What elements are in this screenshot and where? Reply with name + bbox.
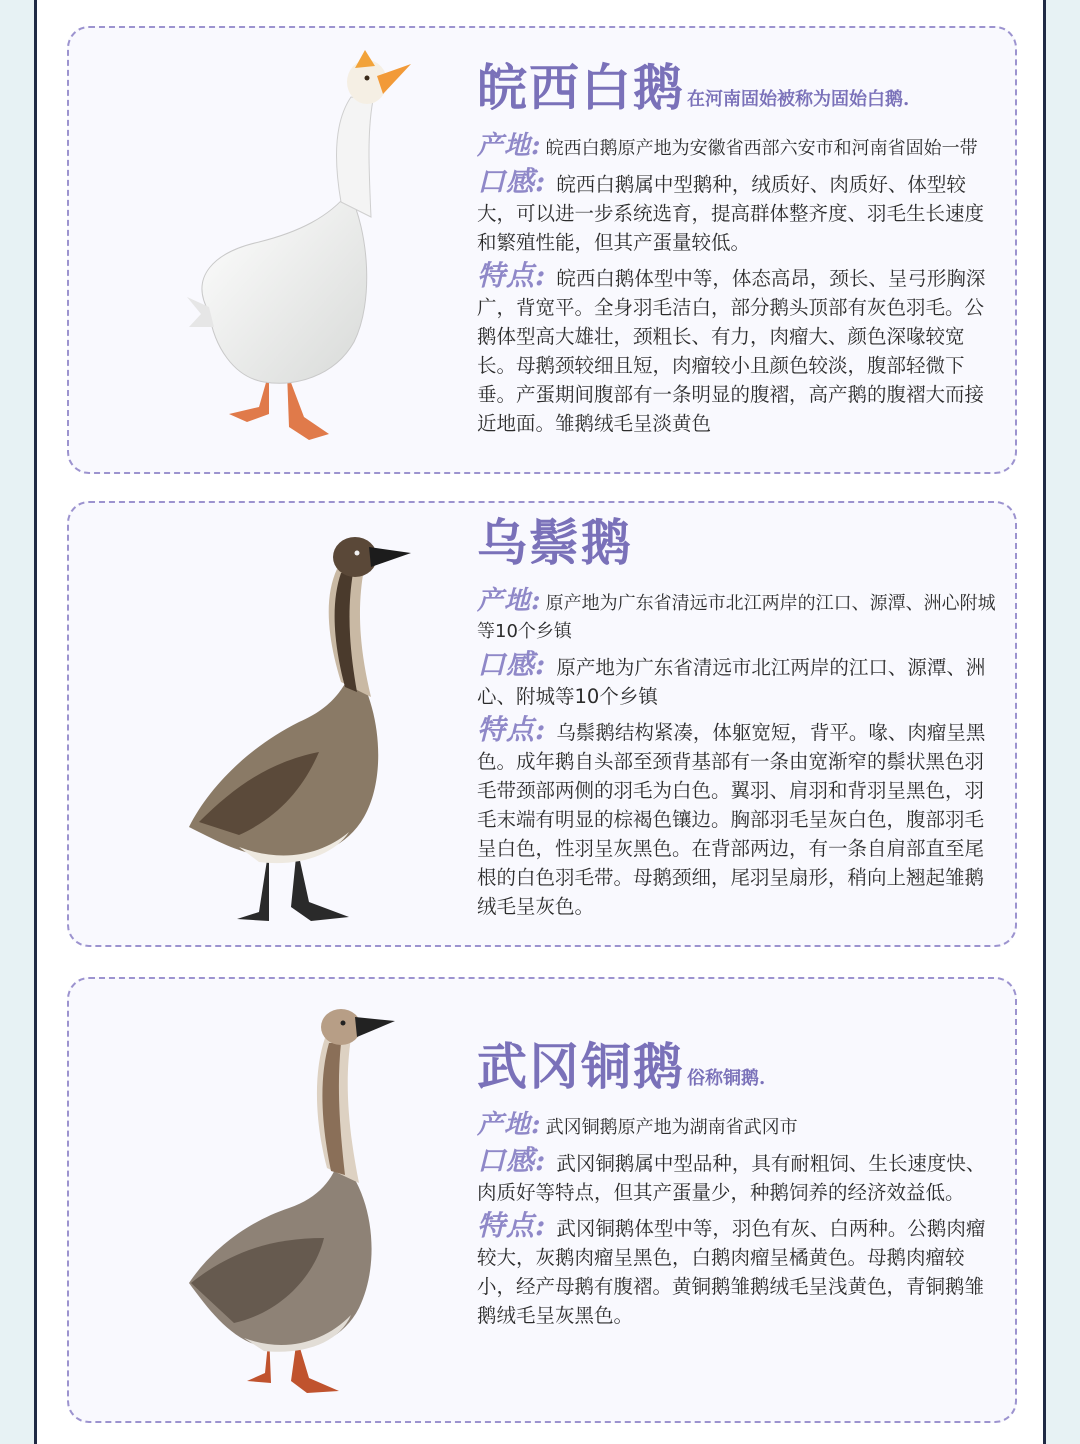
breed-card-wugang-copper-goose: [67, 977, 1017, 1423]
taste-text: 皖西白鹅属中型鹅种，绒质好、肉质好、体型较大，可以进一步系统选育，提高群体整齐度、羽毛生长速度和繁殖性能，但其产蛋量较低。: [477, 173, 985, 254]
white-goose-image: [119, 42, 419, 462]
breed-info: [477, 513, 1003, 925]
taste-label: 口感:: [477, 165, 547, 198]
feature-label: 特点:: [477, 259, 547, 292]
wuzong-goose-illustration: [119, 517, 419, 937]
taste-label: 口感:: [477, 1144, 547, 1177]
taste-paragraph: [477, 650, 1003, 711]
taste-text: 原产地为广东省清远市北江两岸的江口、源潭、洲心、附城等10个乡镇: [477, 656, 986, 708]
feature-text: 武冈铜鹅体型中等，羽色有灰、白两种。公鹅肉瘤较大，灰鹅肉瘤呈黑色，白鹅肉瘤呈橘黄色。母鹅肉瘤较小，经产母鹅有腹褶。黄铜鹅雏鹅绒毛呈浅黄色，青铜鹅雏鹅绒毛呈灰黑色。: [477, 1217, 986, 1327]
feature-label: 特点:: [477, 1209, 547, 1242]
feature-text: 乌鬃鹅结构紧凑，体躯宽短，背平。喙、肉瘤呈黑色。成年鹅自头部至颈背基部有一条由宽渐窄的鬃状黑色羽毛带颈部两侧的羽毛为白色。翼羽、肩羽和背羽呈黑色，羽毛末端有明显的棕褐色镶边。胸部羽毛呈灰白色，腹部羽毛呈白色，性羽呈灰黑色。在背部两边，有一条自肩部直至尾根的白色羽毛带。母鹅颈细，尾羽呈扇形，稍向上翘起雏鹅绒毛呈灰色。: [477, 721, 986, 918]
origin-paragraph: [477, 132, 1003, 163]
wugang-goose-image: [119, 993, 419, 1413]
origin-label: 产地:: [477, 131, 542, 161]
title-row: [477, 513, 1003, 573]
taste-text: 武冈铜鹅属中型品种，具有耐粗饲、生长速度快、肉质好等特点，但其产蛋量少，种鹅饲养的经济效益低。: [477, 1152, 986, 1204]
breed-info: [477, 1037, 1003, 1334]
taste-label: 口感:: [477, 648, 547, 681]
breed-title: 皖西白鹅: [477, 58, 685, 117]
origin-paragraph: [477, 587, 1003, 646]
breed-card-wuzong-goose: [67, 501, 1017, 947]
feature-label: 特点:: [477, 713, 547, 746]
origin-text: 武冈铜鹅原产地为湖南省武冈市: [545, 1117, 798, 1138]
origin-text: 原产地为广东省清远市北江两岸的江口、源潭、洲心附城等10个乡镇: [477, 593, 996, 642]
wugang-goose-illustration: [119, 993, 419, 1413]
origin-text: 皖西白鹅原产地为安徽省西部六安市和河南省固始一带: [545, 138, 978, 159]
breed-subtitle: 俗称铜鹅.: [687, 1068, 766, 1089]
title-row: [477, 58, 1003, 118]
feature-paragraph: [477, 261, 1003, 438]
white-goose-illustration: [119, 42, 419, 462]
feature-paragraph: [477, 1211, 1003, 1330]
taste-paragraph: [477, 1146, 1003, 1207]
page: [34, 0, 1046, 1444]
breed-info: [477, 58, 1003, 442]
feature-text: 皖西白鹅体型中等，体态高昂，颈长、呈弓形胸深广，背宽平。全身羽毛洁白，部分鹅头顶部有灰色羽毛。公鹅体型高大雄壮，颈粗长、有力，肉瘤大、颜色深喙较宽长。母鹅颈较细且短，肉瘤较小且颜色较淡，腹部轻微下垂。产蛋期间腹部有一条明显的腹褶，高产鹅的腹褶大而接近地面。雏鹅绒毛呈淡黄色: [477, 267, 986, 435]
taste-paragraph: [477, 167, 1003, 257]
wuzong-goose-image: [119, 517, 419, 937]
feature-paragraph: [477, 715, 1003, 921]
breed-title: 武冈铜鹅: [477, 1037, 685, 1096]
origin-paragraph: [477, 1111, 1003, 1142]
breed-subtitle: 在河南固始被称为固始白鹅.: [687, 89, 910, 110]
breed-card-wanxi-white-goose: [67, 26, 1017, 474]
origin-label: 产地:: [477, 1110, 542, 1140]
origin-label: 产地:: [477, 586, 542, 616]
title-row: [477, 1037, 1003, 1097]
breed-title: 乌鬃鹅: [477, 513, 633, 572]
